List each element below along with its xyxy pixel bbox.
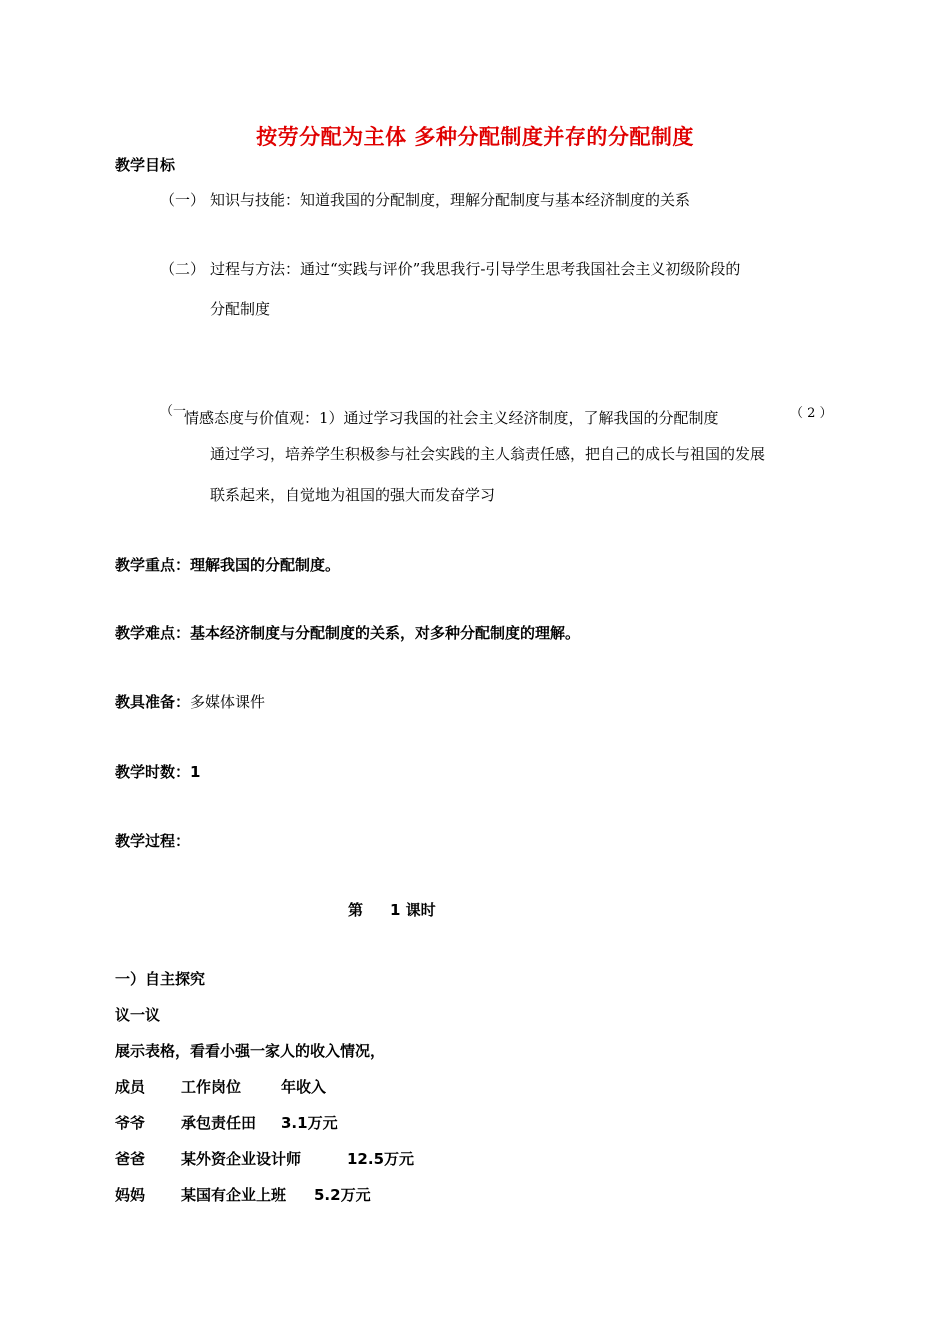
section-sub: 议一议 <box>115 1006 161 1024</box>
objective-1-text: 知识与技能：知道我国的分配制度，理解分配制度与基本经济制度的关系 <box>210 191 691 209</box>
table-row-2-member: 爸爸 <box>115 1150 146 1168</box>
table-row-2-income: 12.5万元 <box>347 1150 415 1168</box>
objective-3-line3: 联系起来，自觉地为祖国的强大而发奋学习 <box>210 486 496 504</box>
objective-1-marker: （一） <box>160 191 206 209</box>
table-row-1-job: 承包责任田 <box>181 1114 257 1132</box>
section-heading: 一）自主探究 <box>115 970 206 988</box>
lesson-number: 1 课时 <box>390 901 436 919</box>
hours-label: 教学时数： <box>115 763 191 781</box>
hours-line <box>115 761 200 782</box>
hours-value: 1 <box>190 763 201 781</box>
objective-2-line1: 过程与方法：通过“实践与评价”我思我行-引导学生思考我国社会主义初级阶段的 <box>210 260 741 278</box>
table-row-2-job: 某外资企业设计师 <box>181 1150 302 1168</box>
key-point: 教学重点：理解我国的分配制度。 <box>115 556 341 574</box>
objective-2-marker: （二） <box>160 260 206 278</box>
table-row-3-income: 5.2万元 <box>314 1186 371 1204</box>
objective-2-line2: 分配制度 <box>210 300 271 318</box>
table-header-income: 年收入 <box>281 1078 327 1096</box>
difficulty: 教学难点：基本经济制度与分配制度的关系，对多种分配制度的理解。 <box>115 624 581 642</box>
section-intro: 展示表格，看看小强一家人的收入情况， <box>115 1042 386 1060</box>
process-label: 教学过程： <box>115 832 191 850</box>
table-header-job: 工作岗位 <box>181 1078 242 1096</box>
table-row-1-member: 爷爷 <box>115 1114 146 1132</box>
objective-3-line2: 通过学习，培养学生积极参与社会实践的主人翁责任感，把自己的成长与祖国的发展 <box>210 445 766 463</box>
objective-3-line1: 情感态度与价值观：1）通过学习我国的社会主义经济制度，了解我国的分配制度 <box>184 409 719 427</box>
tools-line <box>115 691 265 712</box>
table-row-3-member: 妈妈 <box>115 1186 146 1204</box>
table-row-1-income: 3.1万元 <box>281 1114 338 1132</box>
table-header-member: 成员 <box>115 1078 146 1096</box>
document-title: 按劳分配为主体 多种分配制度并存的分配制度 <box>256 125 694 149</box>
tools-label: 教具准备： <box>115 693 191 711</box>
objective-3-marker: （一 <box>160 404 187 419</box>
objectives-heading: 教学目标 <box>115 156 176 174</box>
table-row-3-job: 某国有企业上班 <box>181 1186 287 1204</box>
lesson-di: 第 <box>348 901 364 919</box>
objective-3-marker-right: （ 2 ） <box>790 406 833 421</box>
tools-value: 多媒体课件 <box>190 693 266 711</box>
